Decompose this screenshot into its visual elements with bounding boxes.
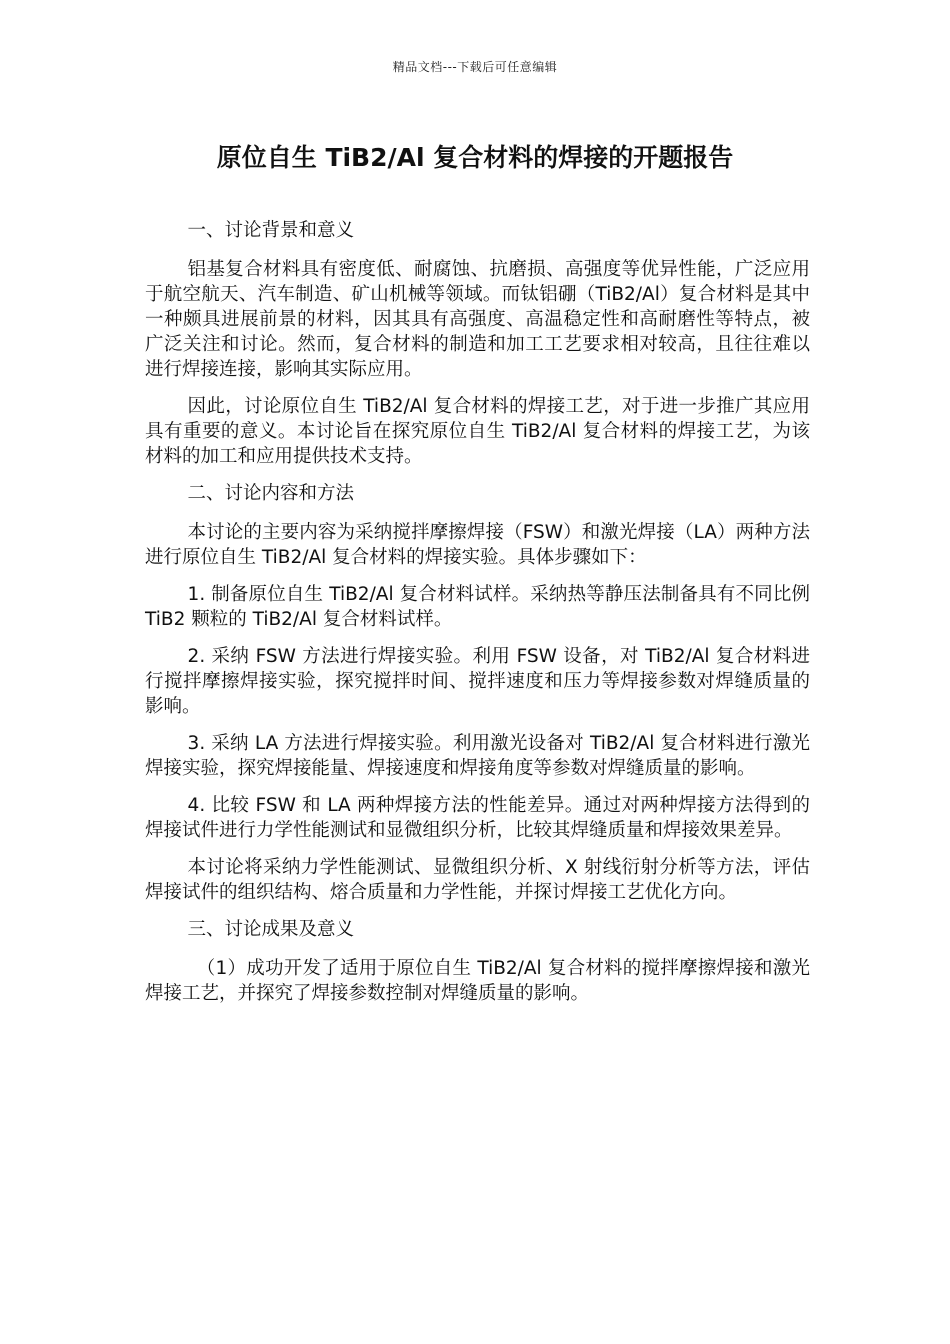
section-1-paragraph-1: 铝基复合材料具有密度低、耐腐蚀、抗磨损、高强度等优异性能，广泛应用于航空航天、汽车制造、矿山机械等领域。而钛铝硼（TiB2/Al）复合材料是其中一种颇具进展前景的材料，因其具有高强度、高温稳定性和高耐磨性等特点，被广泛关注和讨论。然而，复合材料的制造和加工工艺要求相对较高，且往往难以进行焊接连接，影响其实际应用。 — [145, 259, 810, 380]
section-3-item-1: （1）成功开发了适用于原位自生 TiB2/Al 复合材料的搅拌摩擦焊接和激光焊接工艺，并探究了焊接参数控制对焊缝质量的影响。 — [145, 958, 810, 1004]
section-2-step-1: 1. 制备原位自生 TiB2/Al 复合材料试样。采纳热等静压法制备具有不同比例 TiB2 颗粒的 TiB2/Al 复合材料试样。 — [145, 584, 810, 630]
section-2-step-3: 3. 采纳 LA 方法进行焊接实验。利用激光设备对 TiB2/Al 复合材料进行激光焊接实验，探究焊接能量、焊接速度和焊接角度等参数对焊缝质量的影响。 — [145, 733, 810, 779]
section-1-heading: 一、讨论背景和意义 — [187, 220, 355, 241]
section-2-intro: 本讨论的主要内容为采纳搅拌摩擦焊接（FSW）和激光焊接（LA）两种方法进行原位自生 TiB2/Al 复合材料的焊接实验。具体步骤如下： — [145, 522, 810, 568]
section-2-methods: 本讨论将采纳力学性能测试、显微组织分析、X 射线衍射分析等方法，评估焊接试件的组织结构、熔合质量和力学性能，并探讨焊接工艺优化方向。 — [145, 857, 810, 903]
section-2-step-2: 2. 采纳 FSW 方法进行焊接实验。利用 FSW 设备，对 TiB2/Al 复合材料进行搅拌摩擦焊接实验，探究搅拌时间、搅拌速度和压力等焊接参数对焊缝质量的影响。 — [145, 646, 810, 717]
header-note: 精品文档---下载后可任意编辑 — [392, 60, 558, 74]
section-3-heading: 三、讨论成果及意义 — [187, 919, 355, 940]
section-2-heading: 二、讨论内容和方法 — [187, 483, 355, 504]
document-body — [145, 218, 810, 1018]
section-2-step-4: 4. 比较 FSW 和 LA 两种焊接方法的性能差异。通过对两种焊接方法得到的焊接试件进行力学性能测试和显微组织分析，比较其焊缝质量和焊接效果差异。 — [145, 795, 810, 841]
document-title: 原位自生 TiB2/Al 复合材料的焊接的开题报告 — [216, 143, 734, 172]
section-1-paragraph-2: 因此，讨论原位自生 TiB2/Al 复合材料的焊接工艺，对于进一步推广其应用具有重要的意义。本讨论旨在探究原位自生 TiB2/Al 复合材料的焊接工艺，为该材料的加工和应用提供技术支持。 — [145, 396, 810, 467]
